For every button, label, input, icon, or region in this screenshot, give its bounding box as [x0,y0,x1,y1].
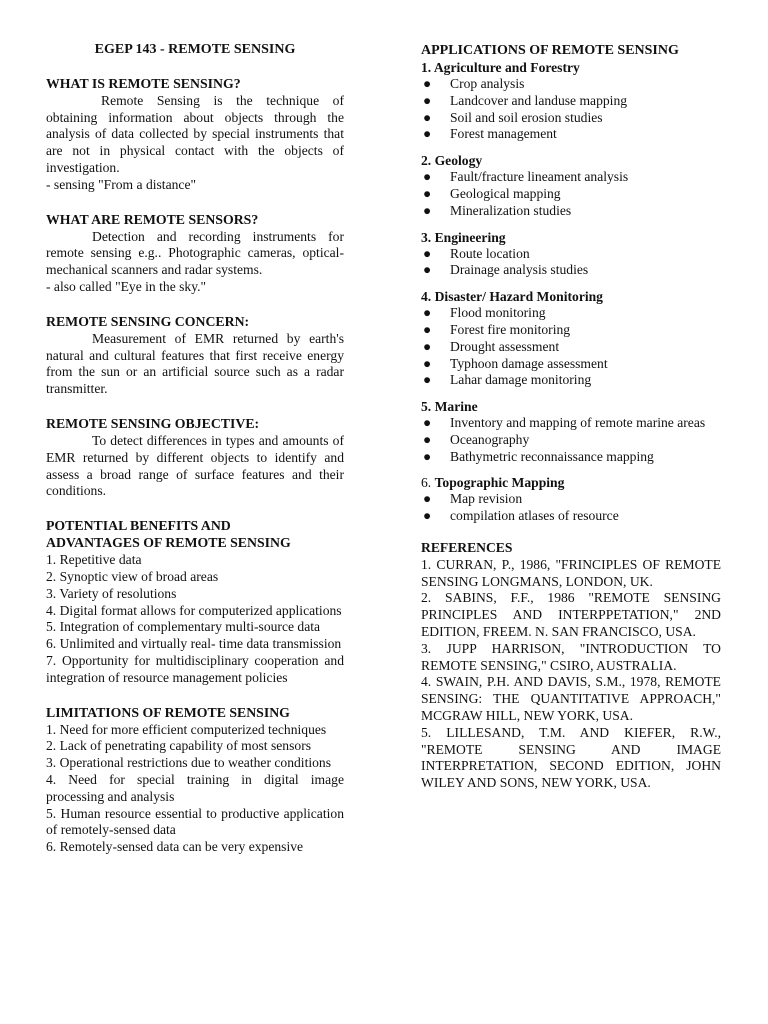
list-item-text: Landcover and landuse mapping [450,92,628,108]
list-item-text: Forest fire monitoring [450,321,571,337]
list-item-text: Drainage analysis studies [450,262,589,278]
objective-heading: REMOTE SENSING OBJECTIVE: [46,415,260,431]
document-title: EGEP 143 - REMOTE SENSING [94,42,296,57]
application-group-agriculture [421,59,721,143]
bullet-icon: ● [423,321,432,337]
list-item-text: Drought assessment [450,338,560,354]
list-item-text: Typhoon damage assessment [450,355,608,371]
group-title: 1. Agriculture and Forestry [421,60,580,75]
bullet-icon: ● [423,338,432,354]
references-section [421,540,721,792]
list-item-text: Geological mapping [450,185,561,201]
bullet-icon: ● [423,126,432,142]
application-group-marine [421,398,721,465]
references-heading: REFERENCES [421,539,513,555]
applications-heading: APPLICATIONS OF REMOTE SENSING [421,43,679,58]
application-list [421,305,721,389]
list-item: 7. Opportunity for multidisciplinary cooperation and integration of resource management policies [46,652,344,685]
benefits-heading-line1: POTENTIAL BENEFITS AND [46,518,231,534]
bullet-icon: ● [423,76,432,91]
list-item: 3. Variety of resolutions [46,585,177,601]
reference-item: 5. LILLESAND, T.M. AND KIEFER, R.W., "REMOTE SENSING AND IMAGE INTERPRETATION, SECOND EDITION, JOHN WILEY AND SONS, NEW YORK, USA. [421,724,721,791]
list-item [421,76,721,93]
list-item [421,126,721,143]
list-item-text: Inventory and mapping of remote marine areas [450,415,706,431]
application-list [421,491,721,525]
list-item: 5. Integration of complementary multi-source data [46,619,321,635]
sensors-note: - also called "Eye in the sky." [46,278,207,294]
bullet-icon: ● [423,372,432,388]
bullet-icon: ● [423,262,432,278]
list-item-text: Bathymetric reconnaissance mapping [450,448,654,464]
limitations-section [46,704,344,856]
left-column [46,42,344,873]
list-item: 5. Human resource essential to productive application of remotely-sensed data [46,805,344,838]
application-list [421,169,721,219]
list-item-text: Map revision [450,491,523,507]
concern-section [46,313,344,398]
bullet-icon: ● [423,415,432,431]
bullet-icon: ● [423,508,432,524]
list-item-text: Route location [450,245,530,261]
list-item: 4. Digital format allows for computerized applications [46,602,342,618]
group-title: 5. Marine [421,399,478,415]
application-group-geology [421,152,721,219]
list-item [421,449,721,466]
objective-section [46,415,344,500]
list-item: 2. Synoptic view of broad areas [46,568,219,584]
sensors-body: Detection and recording instruments for remote sensing e.g.. Photographic cameras, optical-mechanical scanners and radar systems. [46,228,344,278]
list-item-text: Flood monitoring [450,305,546,321]
bullet-icon: ● [423,185,432,201]
bullet-icon: ● [423,109,432,125]
list-item: 6. Unlimited and virtually real- time data transmission [46,636,342,652]
concern-body: Measurement of EMR returned by earth's natural and cultural features that first receive energy from the sun or an artificial source such as a radar transmitter. [46,330,344,397]
list-item [421,305,721,322]
concern-heading: REMOTE SENSING CONCERN: [46,313,250,329]
list-item [421,356,721,373]
bullet-icon: ● [423,431,432,447]
application-group-disaster [421,288,721,389]
sensors-section [46,211,344,296]
right-column [421,42,721,792]
what-is-note: - sensing "From a distance" [46,176,197,192]
bullet-icon: ● [423,305,432,321]
list-item [421,203,721,220]
list-item [421,415,721,432]
list-item: 3. Operational restrictions due to weather conditions [46,755,332,771]
reference-item: 4. SWAIN, P.H. AND DAVIS, S.M., 1978, REMOTE SENSING: THE QUANTITATIVE APPROACH," MCGRAW HILL, NEW YORK, USA. [421,674,721,723]
benefits-section [46,517,344,686]
objective-body: To detect differences in types and amounts of EMR returned by different objects to identify and assess a broad range of surface features and their conditions. [46,432,344,499]
group-title-text: Topographic Mapping [434,474,565,490]
benefits-list [46,552,344,686]
group-title: 4. Disaster/ Hazard Monitoring [421,289,603,305]
what-is-heading: WHAT IS REMOTE SENSING? [46,75,241,91]
bullet-icon: ● [423,448,432,464]
application-list [421,246,721,280]
list-item [421,246,721,263]
reference-item: 2. SABINS, F.F., 1986 "REMOTE SENSING PRINCIPLES AND INTERPPETATION," 2ND EDITION, FREEM. N. SAN FRANCISCO, USA. [421,590,721,639]
list-item [421,491,721,508]
what-is-section [46,75,344,194]
list-item-text: compilation atlases of resource [450,508,619,524]
group-number: 6. [421,474,435,490]
reference-item: 3. JUPP HARRISON, "INTRODUCTION TO REMOTE SENSING," CSIRO, AUSTRALIA. [421,640,721,673]
bullet-icon: ● [423,92,432,108]
list-item: 6. Remotely-sensed data can be very expensive [46,839,304,855]
application-group-engineering [421,229,721,280]
list-item-text: Crop analysis [450,76,525,91]
list-item [421,372,721,389]
list-item-text: Lahar damage monitoring [450,372,592,388]
list-item-text: Forest management [450,126,557,142]
list-item [421,262,721,279]
list-item [421,93,721,110]
what-is-body: Remote Sensing is the technique of obtaining information about objects through the analysis of data collected by special instruments that are not in physical contact with the objects of investigation. [46,92,344,175]
bullet-icon: ● [423,245,432,261]
limitations-list [46,722,344,856]
list-item: 1. Repetitive data [46,552,142,568]
bullet-icon: ● [423,491,432,507]
list-item [421,186,721,203]
reference-item: 1. CURRAN, P., 1986, "FRINCIPLES OF REMOTE SENSING LONGMANS, LONDON, UK. [421,556,721,589]
list-item [421,508,721,525]
application-group-topographic [421,475,721,525]
list-item: 4. Need for special training in digital image processing and analysis [46,771,344,804]
application-list [421,415,721,465]
list-item-text: Mineralization studies [450,202,572,218]
group-title [421,475,721,492]
list-item-text: Soil and soil erosion studies [450,109,603,125]
group-title: 3. Engineering [421,229,506,245]
group-title: 2. Geology [421,153,483,169]
sensors-heading: WHAT ARE REMOTE SENSORS? [46,211,259,227]
list-item: 1. Need for more efficient computerized techniques [46,721,327,737]
list-item [421,169,721,186]
limitations-heading: LIMITATIONS OF REMOTE SENSING [46,704,290,720]
list-item-text: Oceanography [450,431,530,447]
bullet-icon: ● [423,355,432,371]
list-item [421,339,721,356]
list-item [421,322,721,339]
list-item [421,110,721,127]
bullet-icon: ● [423,169,432,185]
benefits-heading-line2: ADVANTAGES OF REMOTE SENSING [46,535,291,551]
application-list [421,76,721,143]
list-item-text: Fault/fracture lineament analysis [450,169,629,185]
bullet-icon: ● [423,202,432,218]
list-item [421,432,721,449]
list-item: 2. Lack of penetrating capability of most sensors [46,738,312,754]
